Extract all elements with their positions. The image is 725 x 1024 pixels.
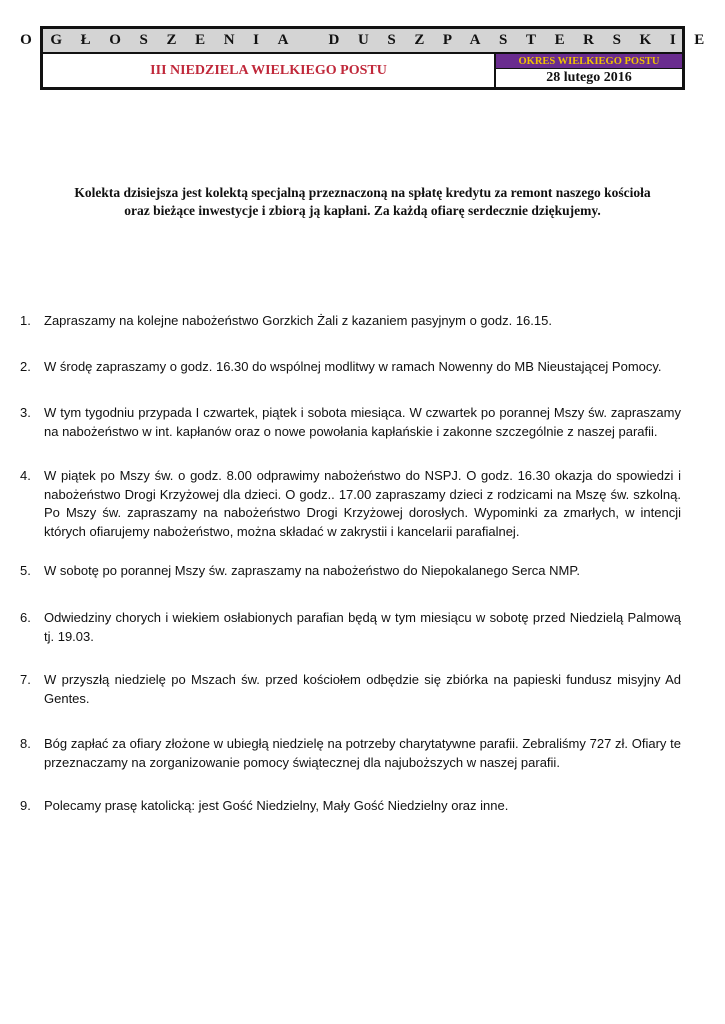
item-number: 4. <box>20 468 31 483</box>
item-text: Bóg zapłać za ofiary złożone w ubiegłą niedzielę na potrzeby charytatywne parafii. Zebraliśmy 727 zł. Ofiary te przeznaczamy na zorganizowanie pomocy świątecznej dla najuboższych w naszej parafii. <box>44 736 681 770</box>
item-number: 3. <box>20 405 31 420</box>
announcement-date: 28 lutego 2016 <box>546 70 632 85</box>
announcement-item <box>20 467 681 541</box>
header-box <box>20 26 723 90</box>
item-number: 1. <box>20 313 31 328</box>
item-number: 7. <box>20 672 31 687</box>
item-text: W środę zapraszamy o godz. 16.30 do wspólnej modlitwy w ramach Nowenny do MB Nieustającej Pomocy. <box>44 359 662 374</box>
item-number: 6. <box>20 610 31 625</box>
sunday-cell <box>43 54 496 87</box>
item-text: Polecamy prasę katolicką: jest Gość Niedzielny, Mały Gość Niedzielny oraz inne. <box>44 798 509 813</box>
announcement-item <box>20 562 681 581</box>
item-number: 8. <box>20 736 31 751</box>
item-number: 9. <box>20 798 31 813</box>
announcement-item <box>20 404 681 441</box>
announcement-item <box>20 671 681 708</box>
announcement-item <box>20 797 681 816</box>
item-text: W sobotę po porannej Mszy św. zapraszamy na nabożeństwo do Niepokalanego Serca NMP. <box>44 563 580 578</box>
announcement-item <box>20 358 681 377</box>
title-bar <box>20 29 723 54</box>
item-text: W tym tygodniu przypada I czwartek, piątek i sobota miesiąca. W czwartek po porannej Mszy św. zapraszamy na nabożeństwo w int. kapłanów oraz o nowe powołania kapłańskie i zakonne szczególnie z naszej parafii. <box>44 405 681 439</box>
item-text: Zapraszamy na kolejne nabożeństwo Gorzkich Żali z kazaniem pasyjnym o godz. 16.15. <box>44 313 552 328</box>
item-text: Odwiedziny chorych i wiekiem osłabionych parafian będą w tym miesiącu w sobotę przed Niedzielą Palmową tj. 19.03. <box>44 610 681 644</box>
item-number: 5. <box>20 563 31 578</box>
item-number: 2. <box>20 359 31 374</box>
liturgical-period-badge: OKRES WIELKIEGO POSTU <box>496 54 682 69</box>
announcement-item <box>20 735 681 772</box>
collection-line-1: Kolekta dzisiejsza jest kolektą specjalną przeznaczoną na spłatę kredytu za remont naszego kościoła <box>74 185 651 200</box>
page-title: OGŁOSZENIA DUSZPASTERSKIE <box>20 32 723 48</box>
announcement-item <box>20 609 681 646</box>
announcement-item <box>20 312 681 331</box>
item-text: W przyszłą niedzielę po Mszach św. przed kościołem odbędzie się zbiórka na papieski fundusz misyjny Ad Gentes. <box>44 672 681 706</box>
collection-line-2: oraz bieżące inwestycje i zbiorą ją kapłani. Za każdą ofiarę serdecznie dziękujemy. <box>124 203 601 218</box>
collection-notice <box>40 184 685 220</box>
item-text: W piątek po Mszy św. o godz. 8.00 odprawimy nabożeństwo do NSPJ. O godz. 16.30 okazja do spowiedzi i nabożeństwo Drogi Krzyżowej dla dzieci. O godz.. 17.00 zapraszamy dzieci z rodzicami na Mszę św. szkolną. Po Mszy św. zapraszamy na nabożeństwo Drogi Krzyżowej dorosłych. Wypominki za zmarłych, w intencji których ofiarujemy nabożeństwo, można składać w zakrystii i kancelarii parafialnej. <box>44 468 681 539</box>
sunday-name: III NIEDZIELA WIELKIEGO POSTU <box>150 62 387 78</box>
